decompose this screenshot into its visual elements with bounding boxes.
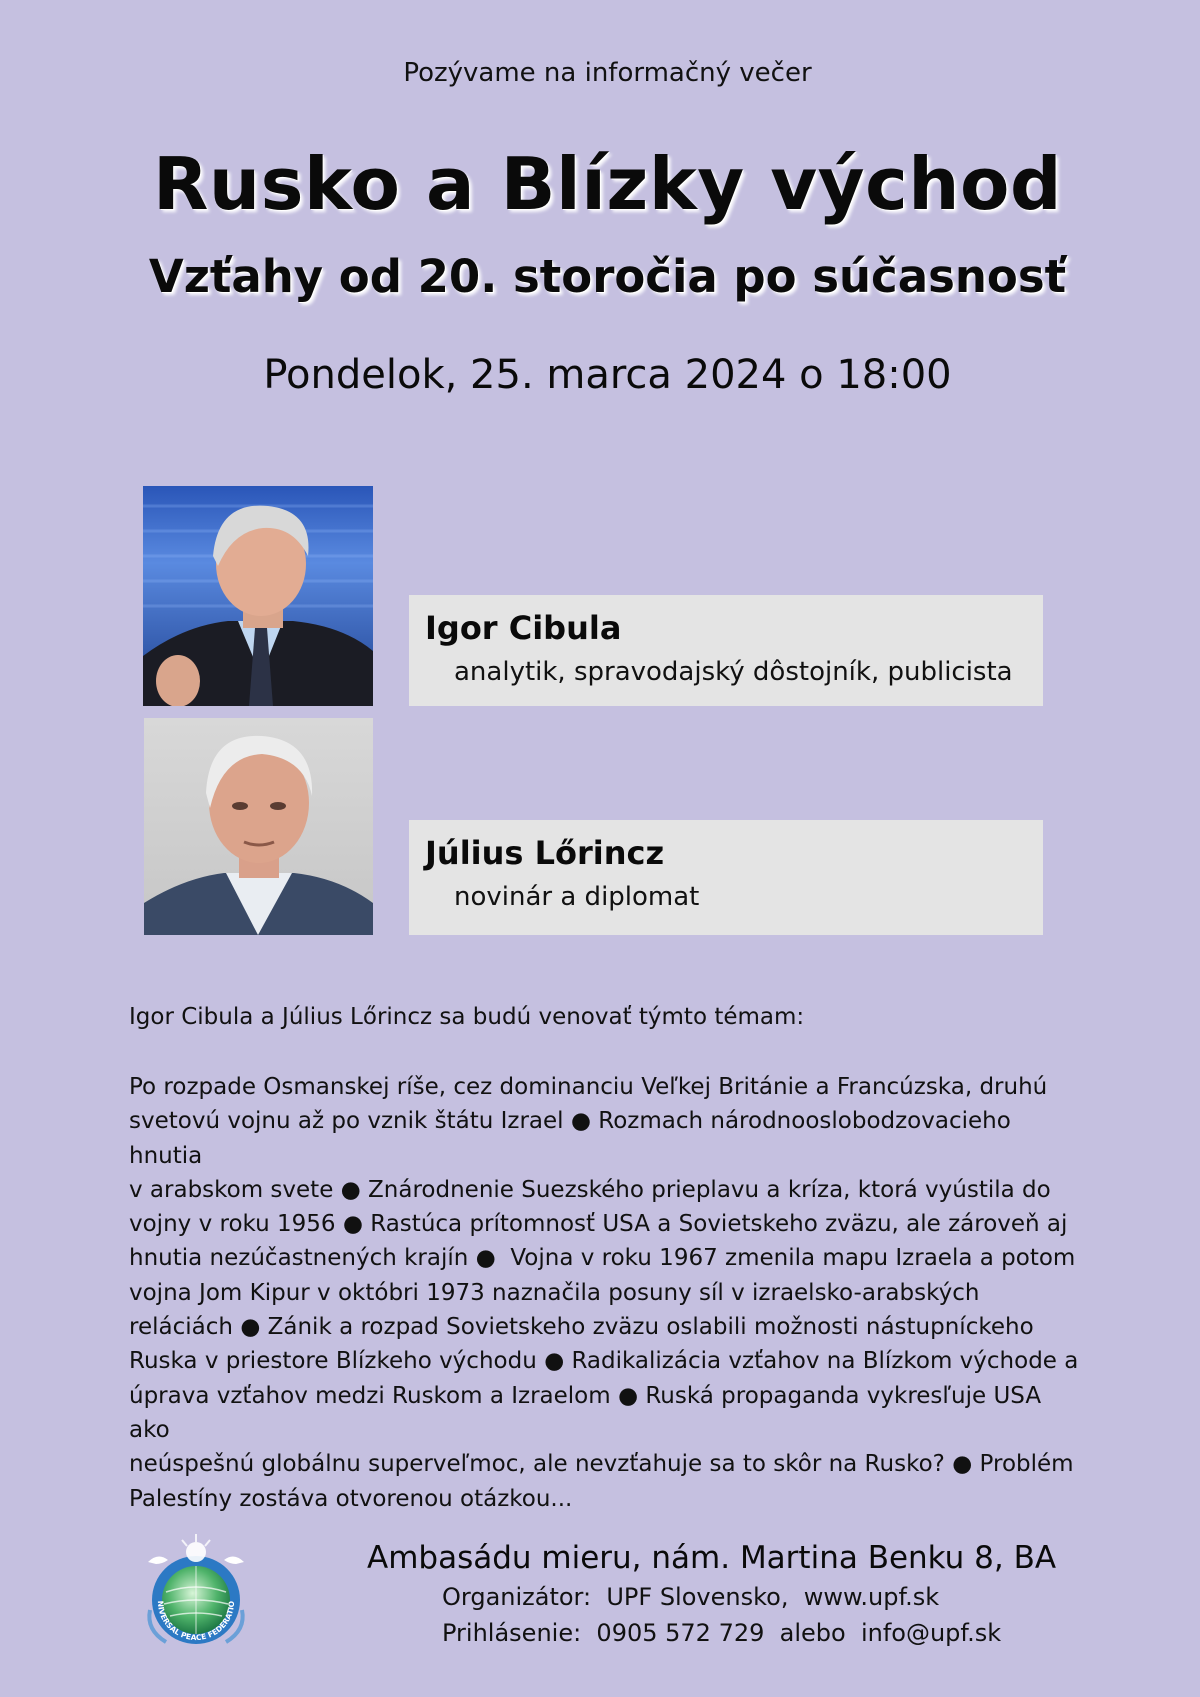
paragraph-line: úprava vzťahov medzi Ruskom a Izraelom ● Ruská propaganda vykresľuje USA ako [129,1382,1042,1443]
speaker-role: analytik, spravodajský dôstojník, publicista [454,657,1013,687]
invite-text: Pozývame na informačný večer [403,58,812,88]
topics-paragraph [129,1070,1089,1516]
event-subtitle: Vzťahy od 20. storočia po súčasnosť [148,250,1067,303]
speaker-role: novinár a diplomat [454,882,700,912]
paragraph-line: hnutia nezúčastnených krajín ● Vojna v roku 1967 zmenila mapu Izraela a potom [129,1245,1076,1272]
paragraph-line: neúspešnú globálnu superveľmoc, ale nevzťahuje sa to skôr na Rusko? ● Problém [129,1451,1074,1478]
topics-intro: Igor Cibula a Július Lőrincz sa budú venovať týmto témam: [129,1004,805,1030]
paragraph-line: Palestíny zostáva otvorenou otázkou... [129,1485,573,1512]
registration-line: Prihlásenie: 0905 572 729 alebo info@upf.sk [442,1619,1002,1647]
speaker-name: Július Lőrincz [425,834,665,872]
paragraph-line: vojna Jom Kipur v októbri 1973 naznačila posuny síl v izraelsko-arabských [129,1279,980,1306]
paragraph-line: Po rozpade Osmanskej ríše, cez dominanciu Veľkej Británie a Francúzska, druhú [129,1074,1048,1100]
paragraph-line: vojny v roku 1956 ● Rastúca prítomnosť USA a Sovietskeho zväzu, ale zároveň aj [129,1211,1068,1238]
event-date: Pondelok, 25. marca 2024 o 18:00 [263,352,952,398]
organizer-line: Organizátor: UPF Slovensko, www.upf.sk [442,1583,940,1611]
paragraph-line: Ruska v priestore Blízkeho východu ● Radikalizácia vzťahov na Blízkom východe a [129,1348,1079,1375]
paragraph-line: v arabskom svete ● Znárodnenie Suezského prieplavu a kríza, ktorá vyústila do [129,1176,1051,1203]
paragraph-line: reláciách ● Zánik a rozpad Sovietskeho zväzu oslabili možnosti nástupníckeho [129,1314,1034,1341]
speaker-card-julius-lorincz [409,820,1043,935]
speaker-name: Igor Cibula [425,609,622,647]
logo-text: NIVERSAL PEACE FEDERATIO [155,1600,237,1643]
venue-address: Ambasádu mieru, nám. Martina Benku 8, BA [367,1540,1057,1576]
upf-logo-icon [136,1530,256,1650]
speaker-photo-igor-cibula [143,486,373,706]
paragraph-line: svetovú vojnu až po vznik štátu Izrael ● Rozmach národnooslobodzovacieho hnutia [129,1108,1011,1169]
speaker-card-igor-cibula [409,595,1043,706]
speaker-photo-julius-lorincz [144,718,373,935]
event-title: Rusko a Blízky východ [152,142,1063,226]
